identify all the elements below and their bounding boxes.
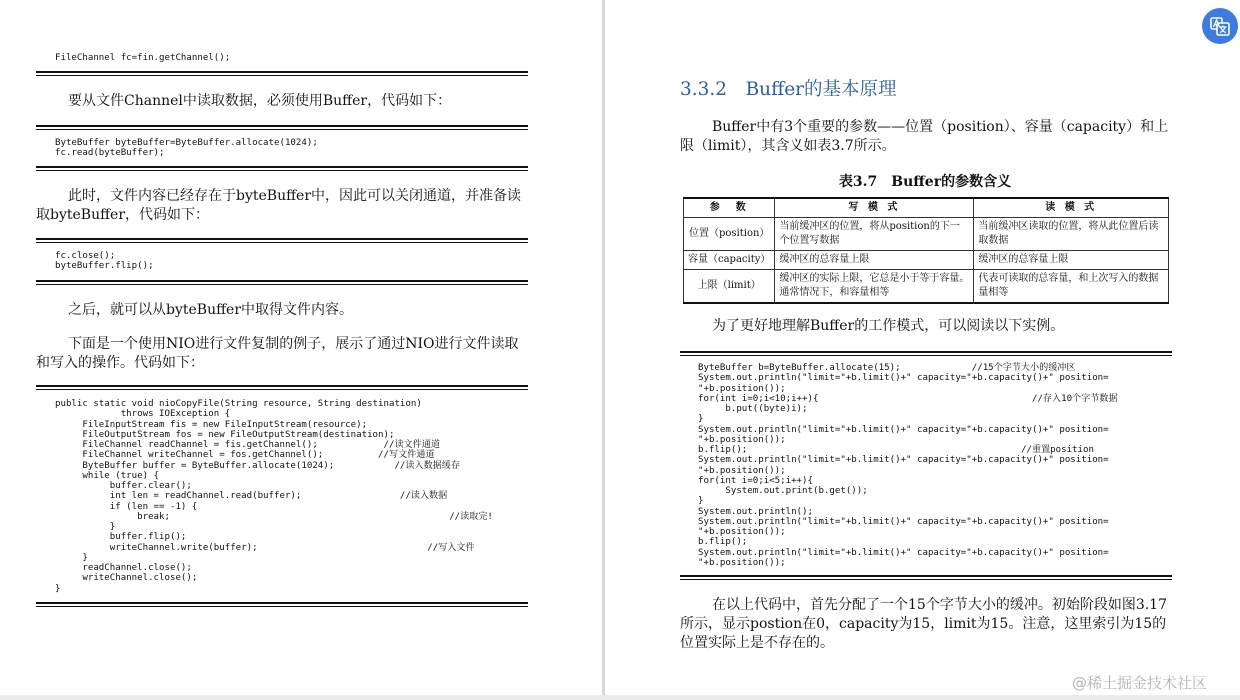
code-rule (36, 280, 528, 285)
section-heading: 3.3.2 Buffer的基本原理 (680, 79, 897, 100)
table-cell: 缓冲区的实际上限，它总是小于等于容量。通常情况下，和容量相等 (775, 270, 974, 304)
translate-icon (1209, 15, 1231, 37)
table-cell: 当前缓冲区的位置，将从position的下一个位置写数据 (775, 218, 974, 251)
paragraph-close-channel: 此时，文件内容已经存在于byteBuffer中，因此可以关闭通道，并准备读取byteBuffer，代码如下： (36, 188, 522, 223)
table-row (684, 218, 1169, 251)
table-header-row (684, 198, 1169, 218)
table-header-cell: 写 模 式 (775, 198, 974, 218)
code-block-allocate: ByteBuffer byteBuffer=ByteBuffer.allocate(1024); fc.read(byteBuffer); (55, 138, 318, 159)
paragraph-nio-copy-intro: 下面是一个使用NIO进行文件复制的例子，展示了通过NIO进行文件读取和写入的操作。代码如下： (36, 336, 519, 371)
code-rule (36, 125, 528, 130)
code-rule (36, 71, 528, 76)
paragraph-read-channel: 要从文件Channel中读取数据，必须使用Buffer，代码如下： (68, 93, 452, 109)
code-rule (680, 351, 1172, 356)
table-header-cell: 参 数 (684, 198, 775, 218)
table-row (684, 270, 1169, 304)
table-cell: 上限（limit） (684, 270, 775, 304)
code-rule (36, 166, 528, 171)
code-rule (36, 238, 528, 243)
code-block-flip: fc.close(); byteBuffer.flip(); (55, 251, 154, 272)
code-rule (36, 602, 528, 607)
code-block-get-channel: FileChannel fc=fin.getChannel(); (55, 53, 231, 63)
table-cell: 缓冲区的总容量上限 (775, 251, 974, 270)
right-page (605, 0, 1240, 700)
code-rule (36, 385, 528, 390)
translate-button[interactable] (1202, 8, 1238, 44)
table-row (684, 251, 1169, 270)
code-block-nio-copy-file: public static void nioCopyFile(String resource, String destination) throws IOException { FileInputStream fis = new FileInputStream(resource); FileOutputStream fos = new FileOutputStream(destination); FileChannel readChannel = fis.getChannel(); //读文件通道 FileChannel writeChannel = fos.getChannel(); //写文件通道 ByteBuffer buffer = ByteBuffer.allocate(1024); //读入数据缓存 while (true) { buffer.clear(); int len = readChannel.read(buffer); //读入数据 if (len == -1) { break; //读取完! } buffer.flip(); writeChannel.write(buffer); //写入文件 } readChannel.close(); writeChannel.close(); } (55, 399, 493, 594)
table-cell: 代表可读取的总容量，和上次写入的数据量相等 (974, 270, 1169, 304)
buffer-params-table (683, 197, 1169, 304)
left-page (0, 0, 602, 700)
paragraph-get-content: 之后，就可以从byteBuffer中取得文件内容。 (68, 302, 354, 318)
code-rule (680, 575, 1172, 580)
table-cell: 位置（position） (684, 218, 775, 251)
paragraph-understand-buffer: 为了更好地理解Buffer的工作模式，可以阅读以下实例。 (712, 318, 1065, 334)
table-cell: 缓冲区的总容量上限 (974, 251, 1169, 270)
paragraph-buffer-params: Buffer中有3个重要的参数——位置（position）、容量（capacity）和上限（limit），其含义如表3.7所示。 (680, 119, 1169, 154)
table-cell: 当前缓冲区读取的位置，将从此位置后读取数据 (974, 218, 1169, 251)
paragraph-code-explanation: 在以上代码中，首先分配了一个15个字节大小的缓冲。初始阶段如图3.17所示，显示postion在0，capacity为15，limit为15。注意，这里索引为15的位置实际上是不存在的。 (680, 597, 1167, 651)
table-cell: 容量（capacity） (684, 251, 775, 270)
table-header-cell: 读 模 式 (974, 198, 1169, 218)
table-caption: 表3.7 Buffer的参数含义 (838, 174, 1012, 190)
code-block-buffer-example: ByteBuffer b=ByteBuffer.allocate(15); //15个字节大小的缓冲区 System.out.println("limit="+b.limit()+" capacity="+b.capacity()+" position= "+b.position()); for(int i=0;i<10;i++){ //存入10个字节数据 b.put((byte)i); } System.out.println("limit="+b.limit()+" capacity="+b.capacity()+" position= "+b.position()); b.flip(); //重置position System.out.println("limit="+b.limit()+" capacity="+b.capacity()+" position= "+b.position()); for(int i=0;i<5;i++){ System.out.print(b.get()); } System.out.println(); System.out.println("limit="+b.limit()+" capacity="+b.capacity()+" position= "+b.position()); b.flip(); System.out.println("limit="+b.limit()+" capacity="+b.capacity()+" position= "+b.position()); (698, 363, 1118, 568)
bottom-scrollbar[interactable] (0, 695, 1240, 700)
watermark: @稀土掘金技术社区 (1072, 674, 1208, 692)
